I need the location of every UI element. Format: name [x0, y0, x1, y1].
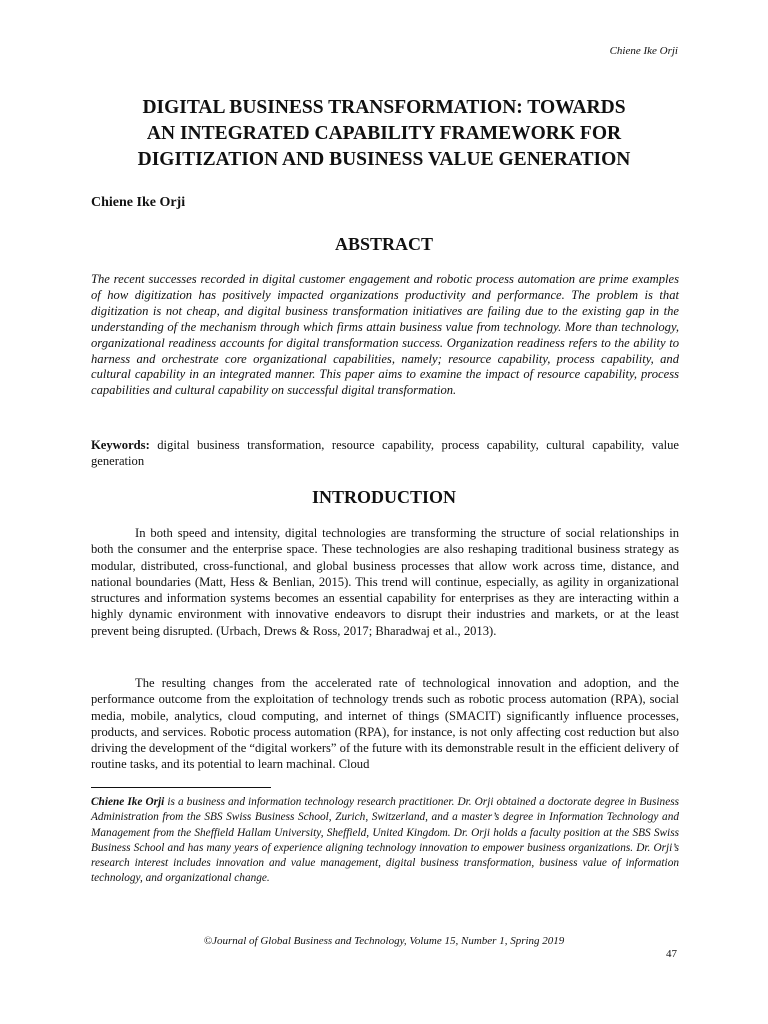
introduction-paragraph-1: In both speed and intensity, digital technologies are transforming the structure of social relationships in both the consumer and the enterprise space. These technologies are also reshaping traditional business strategy as modular, distributed, cross-functional, and global business processes that allow work across time, distance, and national boundaries (Matt, Hess & Benlian, 2015). This trend will continue, especially, as agility in organizational structures and information systems becomes an essential capability for enterprises as they are interacting within a highly dynamic environment with innovative endeavors to disrupt their industries and markets, or at the least prevent being disrupted. (Urbach, Drews & Ross, 2017; Bharadwaj et al., 2013).: [91, 526, 679, 638]
abstract-heading: ABSTRACT: [334, 234, 434, 254]
page-number: 47: [666, 948, 677, 960]
abstract-text: The recent successes recorded in digital customer engagement and robotic process automation are prime examples of how digitization has positively impacted organizations productivity and performance. The problem is that digitization is not cheap, and digital business transformation initiatives are failing due to the existing gap in the understanding of the mechanism through which firms attain business value from technology. More than technology, organizational readiness accounts for digital transformation success. Organization readiness refers to the ability to harness and orchestrate core organizational capabilities, namely; resource capability, process capability, and cultural capability in an integrated manner. This paper aims to examine the impact of resource capability, process capabilities and cultural capability on successful digital transformation.: [91, 272, 679, 398]
author-footnote: [91, 795, 679, 887]
keywords: [91, 437, 679, 469]
title-line: DIGITIZATION AND BUSINESS VALUE GENERATION: [137, 149, 631, 170]
footnote-author-name: Chiene Ike Orji: [91, 796, 165, 808]
introduction-heading: INTRODUCTION: [311, 487, 457, 507]
keywords-label: Keywords:: [91, 438, 150, 452]
keywords-text: digital business transformation, resource capability, process capability, cultural capability, value generation: [91, 438, 679, 468]
running-head: Chiene Ike Orji: [609, 45, 678, 57]
introduction-paragraph-2: The resulting changes from the accelerated rate of technological innovation and adoption, and the performance outcome from the exploitation of technology trends such as robotic process automation (RPA), social media, mobile, analytics, cloud computing, and internet of things (SMACIT) significantly influence processes, products, and services. Robotic process automation (RPA), for instance, is not only affecting cost reduction but also driving the development of the “digital workers” of the future with its demonstrable result in the efficient delivery of routine tasks, and its potential to learn machinal. Cloud: [91, 676, 680, 772]
title-line: DIGITAL BUSINESS TRANSFORMATION: TOWARDS: [142, 97, 626, 118]
footnote-text: is a business and information technology research practitioner. Dr. Orji obtained a doctorate degree in Business Administration from the SBS Swiss Business School, Zurich, Switzerland, and a master’s degree in Information Technology and Management from the Sheffield Hallam University, Sheffield, United Kingdom. Dr. Orji holds a faculty position at the SBS Swiss Business School and has many years of experience aligning technology innovation to empower business organizations. Dr. Orji’s research interest includes innovation and value management, digital business transformation, business value of information technology, and organizational change.: [91, 796, 679, 885]
author-name: Chiene Ike Orji: [91, 195, 186, 210]
title-line: AN INTEGRATED CAPABILITY FRAMEWORK FOR: [146, 123, 622, 144]
journal-footer: ©Journal of Global Business and Technology, Volume 15, Number 1, Spring 2019: [203, 935, 565, 947]
footnote-divider: [91, 787, 271, 788]
paper-title: [80, 95, 688, 173]
